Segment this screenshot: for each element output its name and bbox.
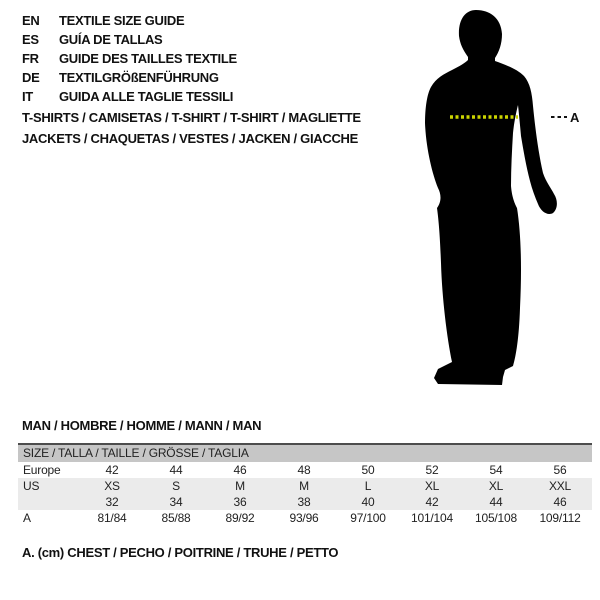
table-cell: 89/92	[225, 511, 255, 525]
language-label: GUIDA ALLE TAGLIE TESSILI	[59, 89, 234, 104]
category-jackets: JACKETS / CHAQUETAS / VESTES / JACKEN / GIACCHE	[22, 131, 358, 146]
measurement-footnote: A. (cm) CHEST / PECHO / POITRINE / TRUHE / PETTO	[22, 545, 339, 560]
man-silhouette	[425, 10, 557, 385]
language-label: TEXTILGRÖßENFÜHRUNG	[59, 70, 219, 85]
row-label: Europe	[23, 463, 61, 477]
language-list	[22, 11, 237, 106]
table-row-us-numeric	[18, 494, 592, 510]
language-code: DE	[22, 70, 40, 85]
table-cell: 42	[425, 495, 439, 509]
row-label	[18, 494, 80, 510]
table-cell: XL	[424, 479, 440, 493]
language-code: EN	[22, 13, 40, 28]
table-cell: 105/108	[475, 511, 517, 525]
garment-categories	[22, 107, 361, 149]
table-cell: 56	[553, 463, 567, 477]
table-cell: 52	[425, 463, 439, 477]
language-label: GUÍA DE TALLAS	[59, 32, 163, 47]
table-cell: 48	[297, 463, 311, 477]
table-cell: 93/96	[289, 511, 319, 525]
language-code: IT	[22, 89, 33, 104]
table-cell: 38	[297, 495, 311, 509]
table-cell: M	[299, 479, 309, 493]
table-row-chest-cm	[18, 510, 592, 526]
table-cell: 109/112	[539, 511, 581, 525]
section-title-man: MAN / HOMBRE / HOMME / MANN / MAN	[22, 418, 262, 433]
size-table	[18, 443, 592, 526]
language-row-it	[22, 87, 237, 106]
table-cell: 46	[233, 463, 247, 477]
table-cell: 32	[105, 495, 119, 509]
table-cell: 54	[489, 463, 503, 477]
language-label: TEXTILE SIZE GUIDE	[59, 13, 185, 28]
table-cell: 85/88	[161, 511, 191, 525]
table-cell: 46	[553, 495, 567, 509]
table-cell: 97/100	[350, 511, 386, 525]
language-code: FR	[22, 51, 39, 66]
man-silhouette-figure	[412, 8, 580, 398]
table-row-us	[18, 478, 592, 494]
measurement-a-label: A	[570, 110, 580, 125]
table-cell: M	[235, 479, 245, 493]
category-tshirts: T-SHIRTS / CAMISETAS / T-SHIRT / T-SHIRT / MAGLIETTE	[22, 110, 361, 125]
language-row-es	[22, 30, 237, 49]
table-row-europe	[18, 462, 592, 478]
table-cell: 44	[169, 463, 183, 477]
table-cell: 36	[233, 495, 247, 509]
table-cell: 81/84	[97, 511, 127, 525]
table-cell: XXL	[548, 479, 572, 493]
table-cell: 42	[105, 463, 119, 477]
table-cell: S	[172, 479, 180, 493]
table-cell: 40	[361, 495, 375, 509]
size-table-header: SIZE / TALLA / TAILLE / GRÖSSE / TAGLIA	[18, 445, 592, 462]
language-code: ES	[22, 32, 39, 47]
language-row-fr	[22, 49, 237, 68]
table-cell: XS	[104, 479, 120, 493]
language-row-de	[22, 68, 237, 87]
table-cell: L	[364, 479, 372, 493]
row-label: US	[23, 479, 40, 493]
table-cell: XL	[488, 479, 504, 493]
table-cell: 50	[361, 463, 375, 477]
table-cell: 44	[489, 495, 503, 509]
row-label: A	[23, 511, 31, 525]
language-row-en	[22, 11, 237, 30]
language-label: GUIDE DES TAILLES TEXTILE	[59, 51, 237, 66]
table-cell: 101/104	[411, 511, 453, 525]
table-cell: 34	[169, 495, 183, 509]
